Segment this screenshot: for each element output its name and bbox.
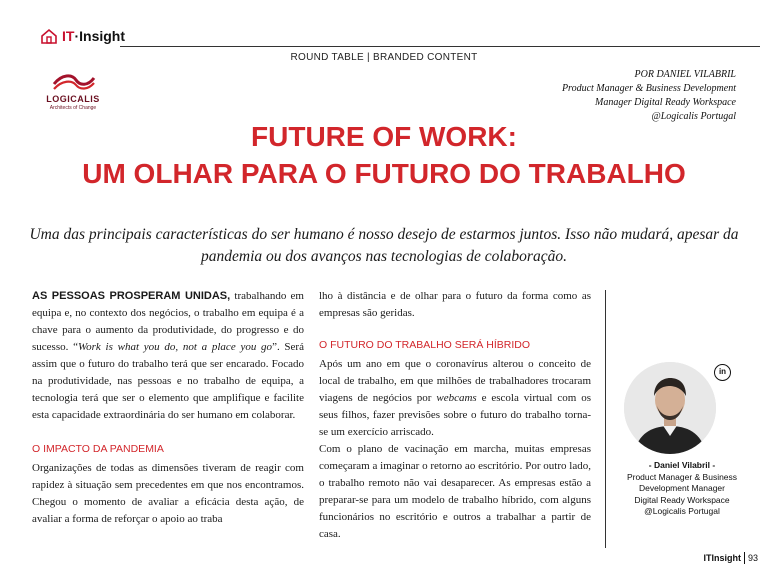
brand-text: IT·Insight xyxy=(62,28,126,44)
caption-role-3: Digital Ready Workspace xyxy=(634,494,730,505)
author-block xyxy=(562,68,736,124)
paragraph-3: Após um ano em que o coronavírus alterou o conceito de local de trabalho, em que milhões de trabalhadores trocaram viagens de negócios por webcams e escola virtual com os seus filhos, fazer previsões sobre o futuro do trabalho torna-se um exercício arriscado. xyxy=(319,358,591,438)
author-photo xyxy=(624,362,716,454)
column-1 xyxy=(32,288,304,528)
caption-role-1: Product Manager & Business xyxy=(626,471,738,482)
title-line-2: UM OLHAR PARA O FUTURO DO TRABALHO xyxy=(82,158,686,189)
title-line-1: FUTURE OF WORK: xyxy=(251,121,517,152)
quote: Work is what you do, not a place you go xyxy=(77,341,273,353)
author-photo-block xyxy=(624,362,736,457)
column-2 xyxy=(319,288,591,543)
author-company: @Logicalis Portugal xyxy=(651,111,736,122)
logicalis-wave-icon xyxy=(52,72,96,92)
linkedin-icon[interactable]: in xyxy=(714,364,731,381)
author-role-2: Manager Digital Ready Workspace xyxy=(595,97,736,108)
paragraph-2: Organizações de todas as dimensões tiveram de reagir com rapidez à situação sem precedentes em que nos encontramos. Chegou o momento de avaliar a eficácia desta ação, de avaliar a forma de reforçar o apoio ao traba xyxy=(32,462,304,525)
subheading-hybrid: O FUTURO DO TRABALHO SERÁ HÍBRIDO xyxy=(319,339,530,351)
caption-name: - Daniel Vilabril - xyxy=(648,460,716,470)
page-footer xyxy=(703,552,758,564)
caption-company: @Logicalis Portugal xyxy=(644,506,720,516)
footer-separator xyxy=(744,552,745,564)
author-role-1: Product Manager & Business Development xyxy=(561,83,736,94)
top-bar xyxy=(0,0,768,46)
article-lead: Uma das principais características do ser humano é nosso desejo de estarmos juntos. Isso não mudará, apesar da pandemia ou dos avanços nas tecnologias de colaboração. xyxy=(29,226,739,265)
header-divider xyxy=(120,46,760,47)
logicalis-logo xyxy=(38,72,118,112)
subheading-pandemic: O IMPACTO DA PANDEMIA xyxy=(32,443,164,455)
paragraph-1: AS PESSOAS PROSPERAM UNIDAS, trabalhando em equipa e, no contexto dos negócios, o trabalho em equipa é a chave para o aumento da produtividade, do progresso e do sucesso. “Work is what you do, not a place you go”. Será assim que o futuro do trabalho terá que ser encarado. Focado na produtividade, nas pessoas e no trabalho de equipa, a tecnologia terá que ser o elemento que amplifique e facilite esta capacidade extraordinária do ser humano em colaborar. xyxy=(32,290,304,421)
logo-name: LOGICALIS xyxy=(46,94,100,104)
page-number: 93 xyxy=(747,553,758,563)
caption-role-2: Development Manager xyxy=(639,483,725,493)
section-label: ROUND TABLE | BRANDED CONTENT xyxy=(290,52,478,63)
paragraph-2-continued: lho à distância e de olhar para o futuro da forma como as empresas são geridas. xyxy=(319,290,591,319)
photo-caption xyxy=(620,460,744,518)
article-title xyxy=(0,118,768,192)
home-icon xyxy=(40,27,58,45)
footer-brand: ITInsight xyxy=(703,553,741,563)
logo-tagline: Architects of Change xyxy=(49,105,97,111)
webcams-emphasis: webcams xyxy=(436,392,477,404)
column-divider xyxy=(605,290,606,548)
portrait-image xyxy=(624,362,716,454)
author-byline: POR DANIEL VILABRIL xyxy=(634,69,736,80)
opening-caps: AS PESSOAS PROSPERAM UNIDAS, xyxy=(32,290,231,302)
brand-logo[interactable] xyxy=(40,26,125,46)
paragraph-4: Com o plano de vacinação em marcha, muitas empresas começaram a imaginar o retorno ao escritório. Por outro lado, o trabalho remoto não vai desaparecer. As empresas estão a preparar-se para um modelo de trabalho híbrido, com alguns funcionários no escritório e outros a trabalhar a partir de casa. xyxy=(319,443,591,540)
